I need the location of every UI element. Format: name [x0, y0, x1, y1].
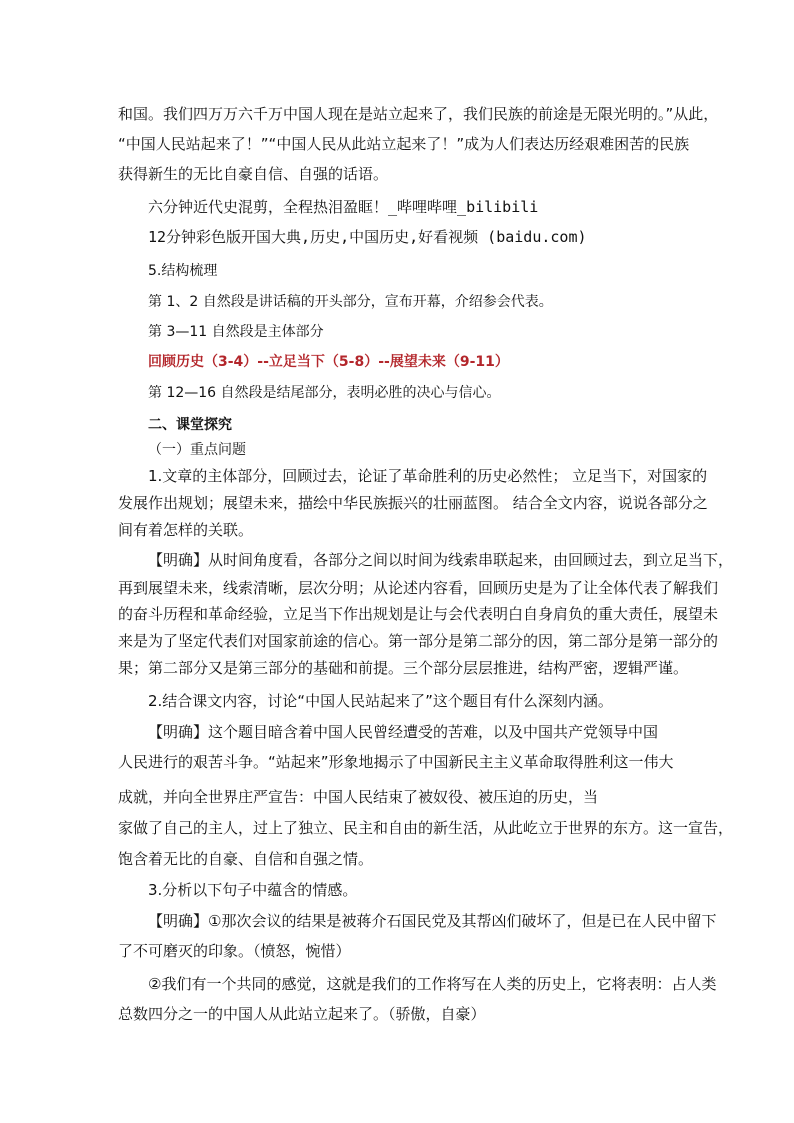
video-link-bilibili[interactable]: 六分钟近代史混剪，全程热泪盈眶！_哔哩哔哩_bilibili [148, 198, 539, 216]
paragraph-line: 和国。我们四万万六千万中国人现在是站立起来了，我们民族的前途是无限光明的。”从此， [118, 105, 719, 123]
answer-line: 来是为了坚定代表们对国家前途的信心。第一部分是第二部分的因，第二部分是第一部分的 [118, 632, 719, 650]
subsection-heading: （一）重点问题 [148, 442, 246, 458]
paragraph-line: 第 12—16 自然段是结尾部分，表明必胜的决心与信心。 [148, 385, 501, 401]
structure-highlight: 回顾历史（3-4）--立足当下（5-8）--展望未来（9-11） [148, 354, 509, 370]
question-line: 1.文章的主体部分，回顾过去，论证了革命胜利的历史必然性； 立足当下，对国家的 [148, 467, 708, 485]
question-line: 发展作出规划；展望未来，描绘中华民族振兴的壮丽蓝图。 结合全文内容，说说各部分之 [118, 494, 708, 512]
answer-line: 成就，并向全世界庄严宣告：中国人民结束了被奴役、被压迫的历史，当 [118, 788, 599, 806]
answer-line: 家做了自己的主人，过上了独立、民主和自由的新生活，从此屹立于世界的东方。这一宣告， [118, 819, 734, 837]
paragraph-line: 第 3—11 自然段是主体部分 [148, 324, 324, 340]
paragraph-line: 第 1、2 自然段是讲话稿的开头部分，宣布开幕，介绍参会代表。 [148, 294, 553, 310]
answer-line: 饱含着无比的自豪、自信和自强之情。 [118, 850, 374, 868]
question-line: 3.分析以下句子中蕴含的情感。 [148, 881, 358, 899]
section-heading: 5.结构梳理 [148, 263, 218, 279]
answer-line: 的奋斗历程和革命经验，立足当下作出规划是让与会代表明白自身肩负的重大责任，展望未 [118, 605, 719, 623]
answer-line: 果；第二部分又是第三部分的基础和前提。三个部分层层推进，结构严密，逻辑严谨。 [118, 659, 689, 677]
answer-line: 总数四分之一的中国人从此站立起来了。（骄傲，自豪） [118, 1005, 486, 1023]
paragraph-line: 获得新生的无比自豪自信、自强的话语。 [118, 165, 389, 183]
answer-line: 【明确】这个题目暗含着中国人民曾经遭受的苦难，以及中国共产党领导中国 [148, 723, 659, 741]
answer-line: 【明确】从时间角度看，各部分之间以时间为线索串联起来，由回顾过去，到立足当下， [148, 551, 734, 569]
section-heading: 二、课堂探究 [148, 417, 232, 433]
answer-line: ②我们有一个共同的感觉，这就是我们的工作将写在人类的历史上，它将表明：占人类 [148, 975, 717, 993]
answer-line: 人民进行的艰苦斗争。“站起来”形象地揭示了中国新民主主义革命取得胜利这一伟大 [118, 753, 674, 771]
question-line: 间有着怎样的关联。 [118, 521, 254, 539]
answer-line: 【明确】①那次会议的结果是被蒋介石国民党及其帮凶们破坏了，但是已在人民中留下 [148, 912, 717, 930]
question-line: 2.结合课文内容，讨论“中国人民站起来了”这个题目有什么深刻内涵。 [148, 692, 613, 710]
paragraph-line: “中国人民站起来了！”“中国人民从此站立起来了！”成为人们表达历经艰难困苦的民族 [118, 135, 690, 153]
answer-line: 了不可磨灭的印象。（愤怒，惋惜） [118, 942, 351, 960]
video-link-baidu[interactable]: 12分钟彩色版开国大典,历史,中国历史,好看视频 (baidu.com) [148, 228, 587, 246]
answer-line: 再到展望未来，线索清晰，层次分明；从论述内容看，回顾历史是为了让全体代表了解我们 [118, 579, 719, 597]
